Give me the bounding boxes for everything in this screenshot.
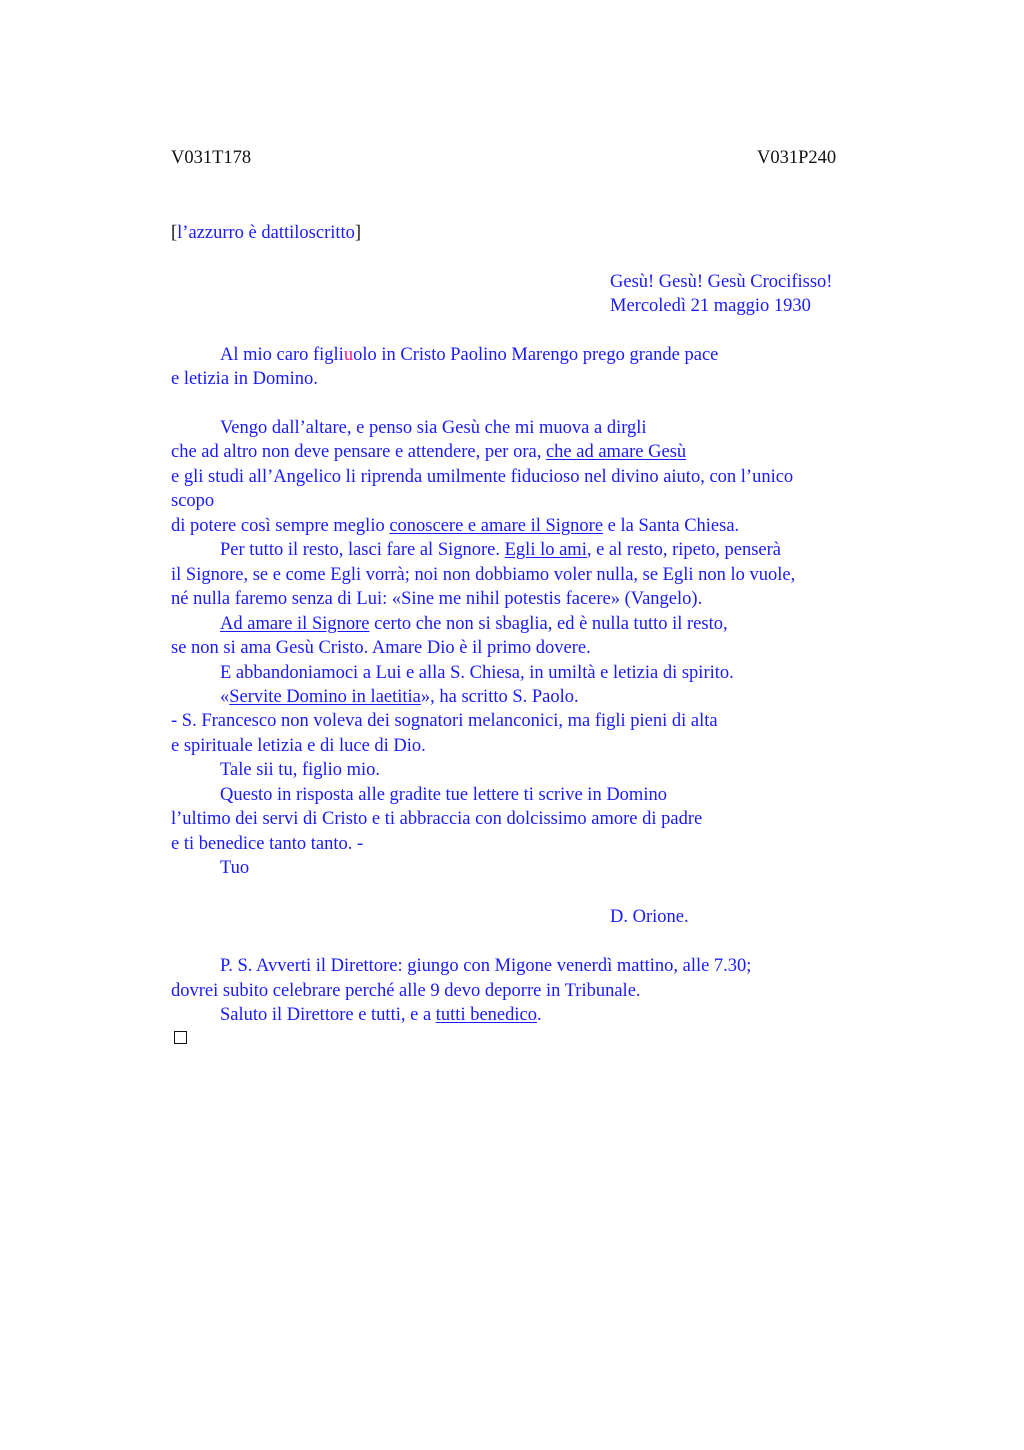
body-text: « xyxy=(220,687,230,707)
postscript-line xyxy=(220,1003,542,1028)
note-bracket-open: [ xyxy=(171,223,178,243)
body-line: Vengo dall’altare, e penso sia Gesù che mi muova a dirgli xyxy=(220,418,647,438)
closing-word: Tuo xyxy=(220,858,250,878)
underlined-phrase: Egli lo ami xyxy=(504,540,587,560)
underlined-phrase: Servite Domino in laetitia xyxy=(229,687,421,707)
letter-invocation: Gesù! Gesù! Gesù Crocifisso! xyxy=(610,272,833,292)
body-line xyxy=(171,514,739,539)
body-line: e gli studi all’Angelico li riprenda umilmente fiducioso nel divino aiuto, con l’unico xyxy=(171,467,794,487)
body-line: e ti benedice tanto tanto. - xyxy=(171,834,364,854)
body-line: se non si ama Gesù Cristo. Amare Dio è il primo dovere. xyxy=(171,638,591,658)
greeting-line-2: e letizia in Domino. xyxy=(171,369,318,389)
body-line: e spirituale letizia e di luce di Dio. xyxy=(171,736,426,756)
underlined-phrase: conoscere e amare il Signore xyxy=(389,516,604,536)
signature: D. Orione. xyxy=(610,907,689,927)
underlined-phrase: Ad amare il Signore xyxy=(220,614,370,634)
end-marker-box-icon xyxy=(174,1031,187,1044)
body-line xyxy=(171,440,686,465)
underlined-phrase: che ad amare Gesù xyxy=(545,442,687,462)
body-line: E abbandoniamoci a Lui e alla S. Chiesa, in umiltà e letizia di spirito. xyxy=(220,663,734,683)
body-line: l’ultimo dei servi di Cristo e ti abbraccia con dolcissimo amore di padre xyxy=(171,809,703,829)
letter-date: Mercoledì 21 maggio 1930 xyxy=(610,296,811,316)
body-line xyxy=(220,612,728,637)
body-line: Questo in risposta alle gradite tue lettere ti scrive in Domino xyxy=(220,785,667,805)
body-line: né nulla faremo senza di Lui: «Sine me nihil potestis facere» (Vangelo). xyxy=(171,589,703,609)
body-text: . xyxy=(537,1005,542,1025)
document-code-left: V031T178 xyxy=(171,148,252,168)
body-line xyxy=(220,538,781,563)
greeting-text-a: Al mio caro figli xyxy=(220,345,344,365)
body-text: certo che non si sbaglia, ed è nulla tutto il resto, xyxy=(369,614,728,634)
body-line xyxy=(220,685,579,710)
body-line: il Signore, se e come Egli vorrà; noi non dobbiamo voler nulla, se Egli non lo vuole, xyxy=(171,565,796,585)
body-text: Per tutto il resto, lasci fare al Signore. xyxy=(220,540,505,560)
document-code-right: V031P240 xyxy=(757,148,837,168)
greeting-correction: u xyxy=(343,345,354,365)
editorial-note xyxy=(171,221,361,246)
note-text: l’azzurro è dattiloscritto xyxy=(177,223,355,243)
underlined-phrase: tutti benedico xyxy=(435,1005,537,1025)
body-text: di potere così sempre meglio xyxy=(171,516,390,536)
body-text: che ad altro non deve pensare e attendere, per ora, xyxy=(171,442,546,462)
body-text: », ha scritto S. Paolo. xyxy=(420,687,579,707)
greeting-text-c: olo in Cristo Paolino Marengo prego grande pace xyxy=(353,345,719,365)
postscript-line: P. S. Avverti il Direttore: giungo con Migone venerdì mattino, alle 7.30; xyxy=(220,956,752,976)
body-text: e la Santa Chiesa. xyxy=(603,516,740,536)
body-text: Saluto il Direttore e tutti, e a xyxy=(220,1005,436,1025)
postscript-line: dovrei subito celebrare perché alle 9 devo deporre in Tribunale. xyxy=(171,981,641,1001)
note-bracket-close: ] xyxy=(354,223,362,243)
body-text: , e al resto, ripeto, penserà xyxy=(586,540,782,560)
greeting-line-1 xyxy=(220,343,718,368)
body-line: scopo xyxy=(171,491,215,511)
body-line: Tale sii tu, figlio mio. xyxy=(220,760,381,780)
body-line: - S. Francesco non voleva dei sognatori melanconici, ma figli pieni di alta xyxy=(171,711,718,731)
